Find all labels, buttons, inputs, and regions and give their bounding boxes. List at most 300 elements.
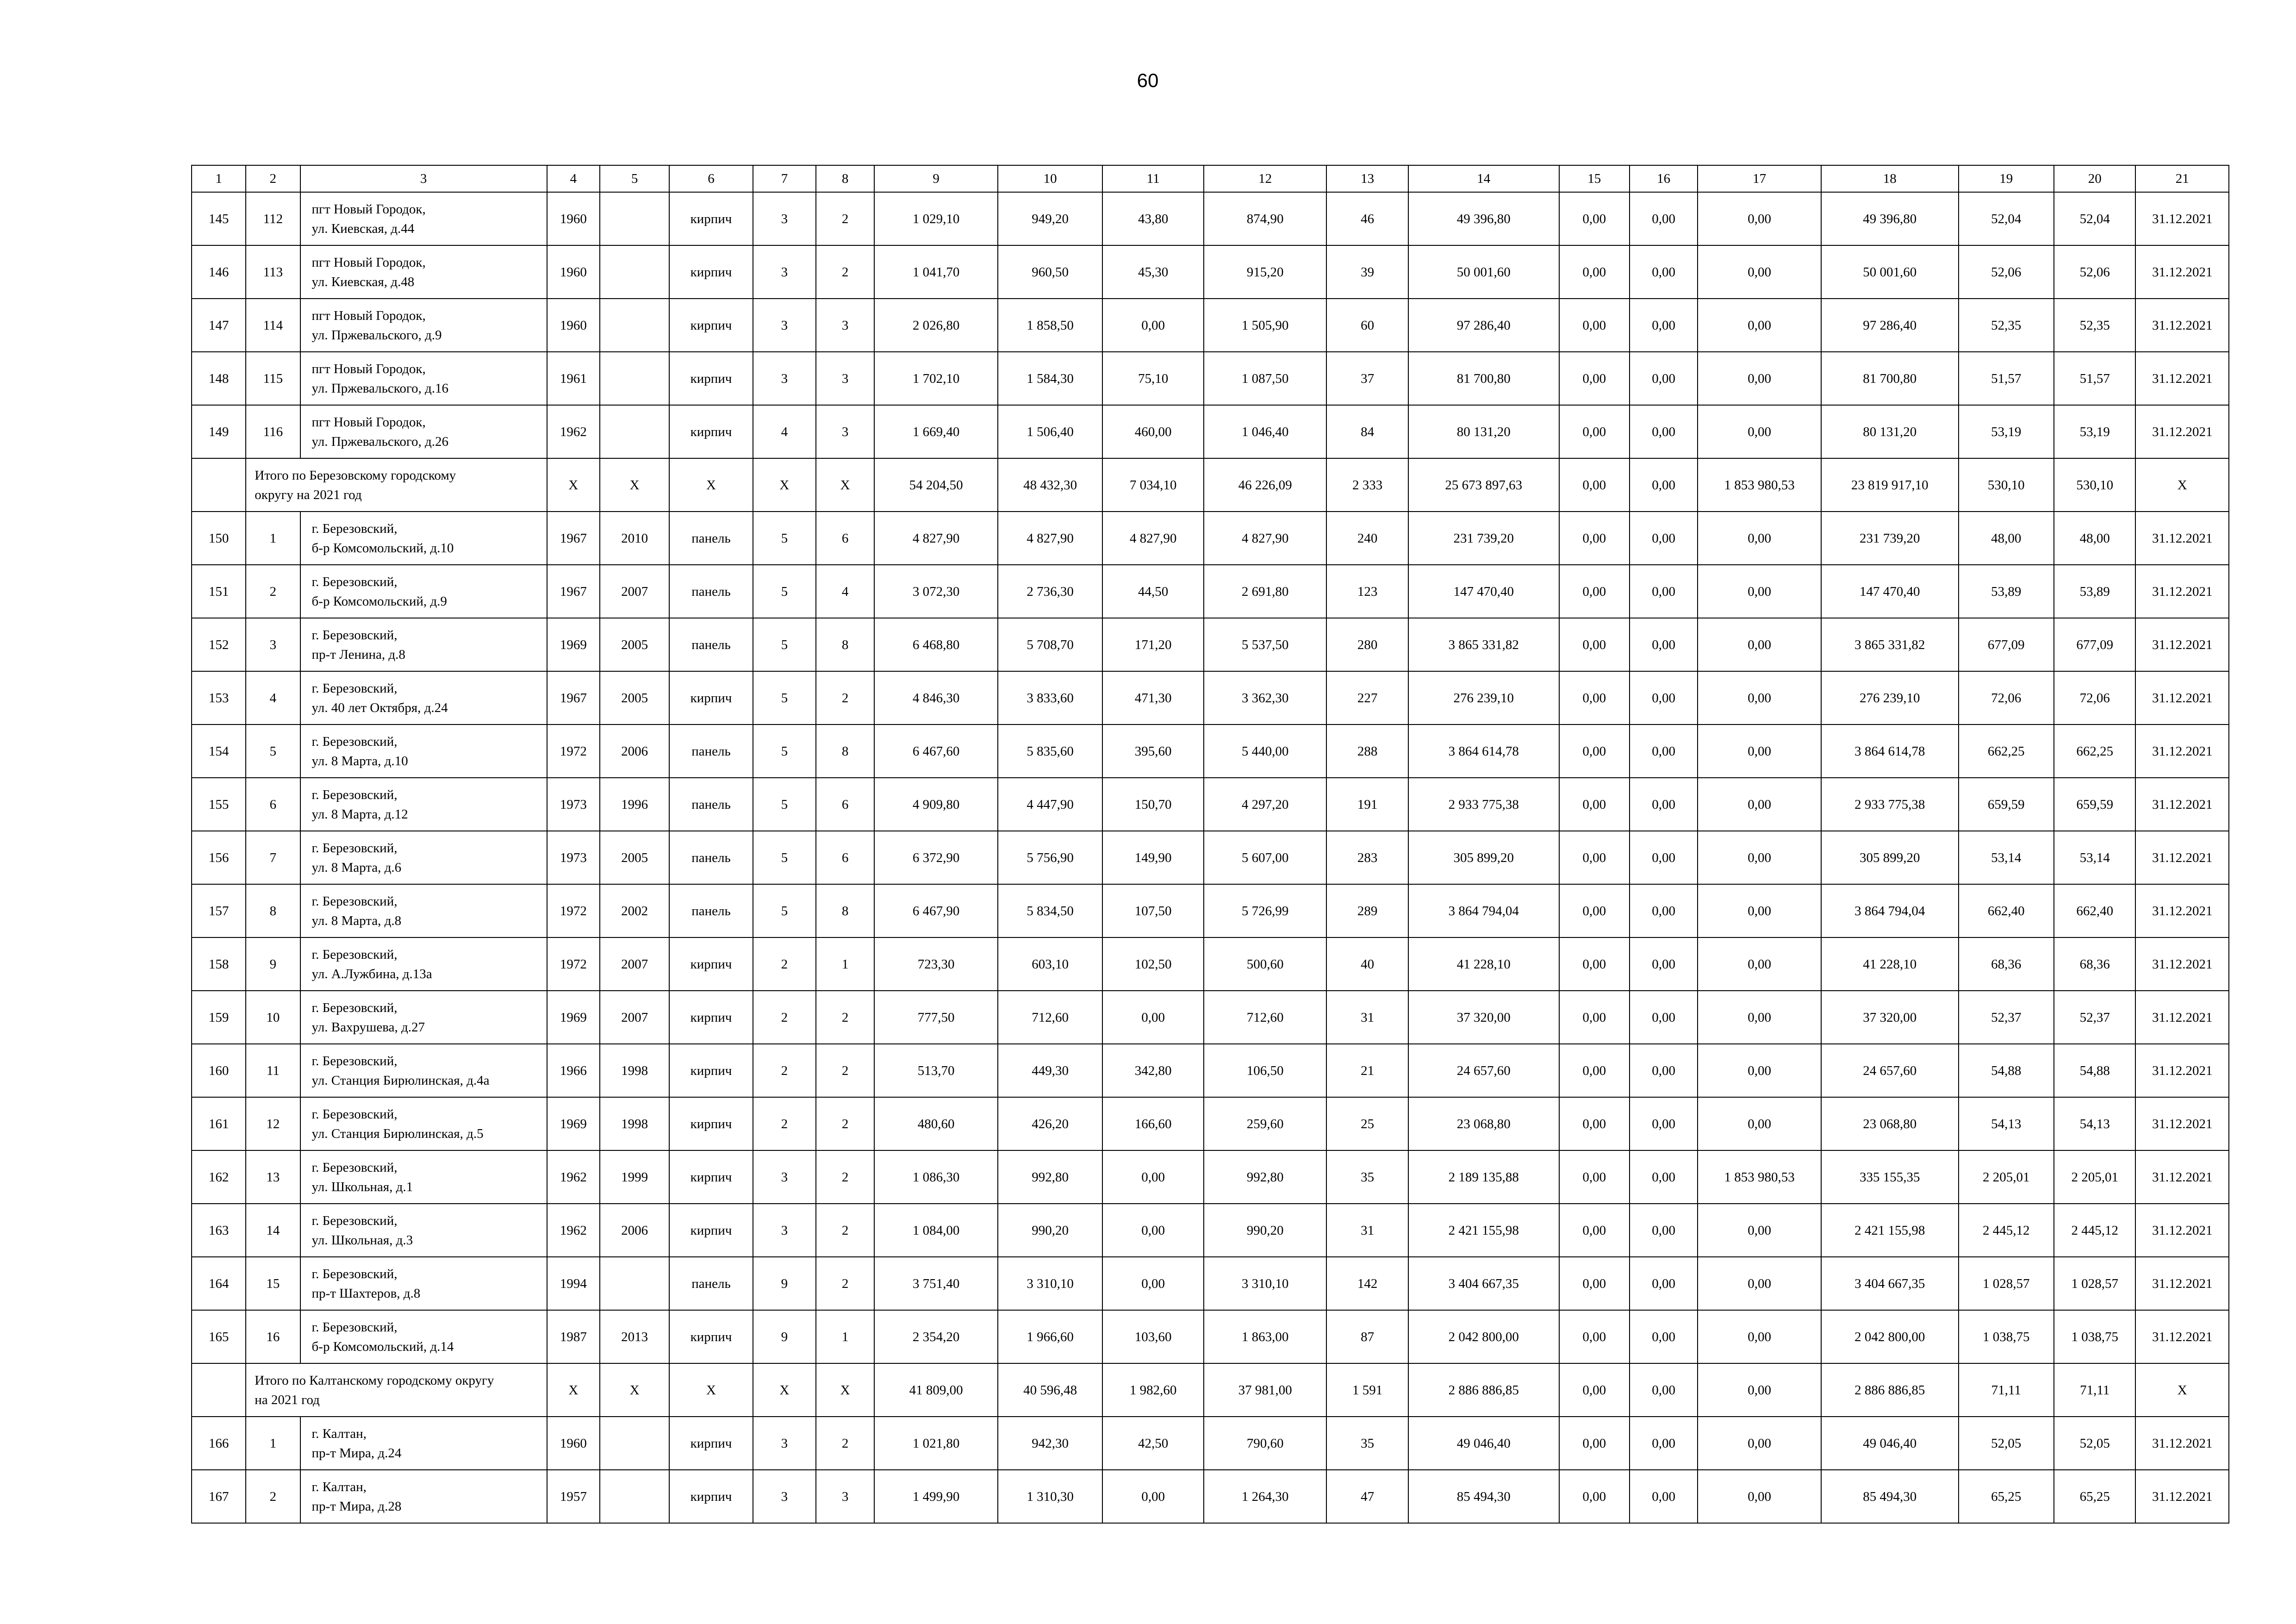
- address-cell-line: г. Березовский,: [311, 1319, 398, 1335]
- value-cell: 2013: [600, 1310, 669, 1363]
- address-cell-line: г. Березовский,: [311, 1053, 398, 1068]
- value-cell: 72,06: [1959, 671, 2054, 725]
- value-cell: 171,20: [1102, 618, 1203, 671]
- column-number-cell: 16: [1630, 165, 1698, 192]
- value-cell: 426,20: [998, 1097, 1103, 1150]
- value-cell: 0,00: [1102, 1257, 1203, 1310]
- value-cell: 2 421 155,98: [1408, 1204, 1559, 1257]
- value-cell: 25 673 897,63: [1408, 458, 1559, 512]
- value-cell: панель: [669, 565, 753, 618]
- value-cell: 5: [753, 565, 816, 618]
- table-row: [192, 245, 2229, 299]
- value-cell: 0,00: [1559, 458, 1630, 512]
- value-cell: 777,50: [874, 991, 998, 1044]
- value-cell: кирпич: [669, 245, 753, 299]
- local-number-cell: 7: [246, 831, 300, 884]
- value-cell: 1 038,75: [2054, 1310, 2135, 1363]
- value-cell: 3: [753, 352, 816, 405]
- value-cell: 0,00: [1698, 1363, 1821, 1417]
- value-cell: 0,00: [1698, 1310, 1821, 1363]
- value-cell: [600, 192, 669, 245]
- value-cell: 2: [816, 991, 874, 1044]
- value-cell: 1 041,70: [874, 245, 998, 299]
- value-cell: 1 853 980,53: [1698, 458, 1821, 512]
- address-cell-line: ул. 8 Марта, д.6: [311, 860, 402, 875]
- value-cell: 1999: [600, 1150, 669, 1204]
- value-cell: 6 372,90: [874, 831, 998, 884]
- value-cell: 0,00: [1102, 1150, 1203, 1204]
- value-cell: 0,00: [1630, 937, 1698, 991]
- column-number-cell: 17: [1698, 165, 1821, 192]
- value-cell: 471,30: [1102, 671, 1203, 725]
- value-cell: 0,00: [1102, 1470, 1203, 1523]
- value-cell: кирпич: [669, 1097, 753, 1150]
- value-cell: 0,00: [1698, 1204, 1821, 1257]
- value-cell: 5 440,00: [1204, 725, 1327, 778]
- column-number-row: [192, 165, 2229, 192]
- address-cell: [300, 1097, 547, 1150]
- value-cell: 0,00: [1630, 831, 1698, 884]
- value-cell: 54 204,50: [874, 458, 998, 512]
- value-cell: 0,00: [1559, 1417, 1630, 1470]
- value-cell: 231 739,20: [1821, 512, 1959, 565]
- subtotal-label-line: на 2021 год: [255, 1392, 320, 1407]
- value-cell: 0,00: [1698, 671, 1821, 725]
- address-cell-line: г. Березовский,: [311, 1160, 398, 1175]
- address-cell-line: пгт Новый Городок,: [311, 201, 426, 217]
- address-cell-line: ул. Школьная, д.3: [311, 1232, 413, 1248]
- column-number-cell: 4: [547, 165, 600, 192]
- column-number-cell: 13: [1326, 165, 1408, 192]
- local-number-cell: 14: [246, 1204, 300, 1257]
- value-cell: 0,00: [1630, 778, 1698, 831]
- value-cell: 2: [816, 1417, 874, 1470]
- value-cell: 1998: [600, 1044, 669, 1097]
- address-cell: [300, 512, 547, 565]
- value-cell: 2 691,80: [1204, 565, 1327, 618]
- subtotal-label: [246, 1363, 547, 1417]
- value-cell: 2 026,80: [874, 299, 998, 352]
- value-cell: 0,00: [1630, 671, 1698, 725]
- value-cell: 3: [816, 405, 874, 458]
- value-cell: 1960: [547, 192, 600, 245]
- value-cell: 1 264,30: [1204, 1470, 1327, 1523]
- value-cell: 3 072,30: [874, 565, 998, 618]
- table-row: [192, 1257, 2229, 1310]
- value-cell: 0,00: [1630, 192, 1698, 245]
- address-cell: [300, 1044, 547, 1097]
- address-cell-line: г. Березовский,: [311, 574, 398, 589]
- value-cell: 530,10: [1959, 458, 2054, 512]
- value-cell: 949,20: [998, 192, 1103, 245]
- value-cell: 259,60: [1204, 1097, 1327, 1150]
- address-cell: [300, 1417, 547, 1470]
- value-cell: 1 310,30: [998, 1470, 1103, 1523]
- value-cell: 51,57: [2054, 352, 2135, 405]
- value-cell: 41 228,10: [1408, 937, 1559, 991]
- value-cell: 0,00: [1698, 778, 1821, 831]
- value-cell: 41 228,10: [1821, 937, 1959, 991]
- value-cell: 2: [753, 937, 816, 991]
- address-cell: [300, 1310, 547, 1363]
- value-cell: кирпич: [669, 991, 753, 1044]
- value-cell: 2: [816, 1204, 874, 1257]
- value-cell: 107,50: [1102, 884, 1203, 937]
- value-cell: 45,30: [1102, 245, 1203, 299]
- value-cell: 231 739,20: [1408, 512, 1559, 565]
- address-cell-line: г. Березовский,: [311, 947, 398, 962]
- value-cell: 106,50: [1204, 1044, 1327, 1097]
- value-cell: 677,09: [1959, 618, 2054, 671]
- value-cell: 1 038,75: [1959, 1310, 2054, 1363]
- address-cell-line: г. Березовский,: [311, 1213, 398, 1228]
- value-cell: 289: [1326, 884, 1408, 937]
- value-cell: 50 001,60: [1821, 245, 1959, 299]
- value-cell: 0,00: [1698, 405, 1821, 458]
- value-cell: 53,14: [1959, 831, 2054, 884]
- value-cell: 0,00: [1630, 1204, 1698, 1257]
- table-row: [192, 618, 2229, 671]
- value-cell: 0,00: [1630, 618, 1698, 671]
- value-cell: 0,00: [1559, 1044, 1630, 1097]
- value-cell: 52,05: [2054, 1417, 2135, 1470]
- value-cell: 662,40: [2054, 884, 2135, 937]
- value-cell: 2: [816, 245, 874, 299]
- table-row: [192, 725, 2229, 778]
- value-cell: 0,00: [1102, 991, 1203, 1044]
- value-cell: 41 809,00: [874, 1363, 998, 1417]
- row-number-cell: 167: [192, 1470, 246, 1523]
- value-cell: кирпич: [669, 1044, 753, 1097]
- value-cell: 1973: [547, 778, 600, 831]
- local-number-cell: 114: [246, 299, 300, 352]
- value-cell: 31.12.2021: [2135, 884, 2229, 937]
- value-cell: 3 865 331,82: [1408, 618, 1559, 671]
- subtotal-label-line: округу на 2021 год: [255, 487, 362, 502]
- value-cell: 49 046,40: [1408, 1417, 1559, 1470]
- address-cell: [300, 671, 547, 725]
- subtotal-label: [246, 458, 547, 512]
- value-cell: 103,60: [1102, 1310, 1203, 1363]
- value-cell: 0,00: [1559, 1150, 1630, 1204]
- value-cell: 5: [753, 778, 816, 831]
- value-cell: 1967: [547, 512, 600, 565]
- address-cell-line: г. Березовский,: [311, 681, 398, 696]
- value-cell: 1957: [547, 1470, 600, 1523]
- value-cell: 1 858,50: [998, 299, 1103, 352]
- value-cell: 54,13: [2054, 1097, 2135, 1150]
- value-cell: панель: [669, 618, 753, 671]
- value-cell: 1994: [547, 1257, 600, 1310]
- value-cell: 460,00: [1102, 405, 1203, 458]
- value-cell: 0,00: [1698, 1470, 1821, 1523]
- value-cell: 1 046,40: [1204, 405, 1327, 458]
- value-cell: 2 205,01: [2054, 1150, 2135, 1204]
- value-cell: 2 421 155,98: [1821, 1204, 1959, 1257]
- address-cell: [300, 991, 547, 1044]
- value-cell: 75,10: [1102, 352, 1203, 405]
- value-cell: 150,70: [1102, 778, 1203, 831]
- value-cell: 0,00: [1630, 405, 1698, 458]
- value-cell: 31.12.2021: [2135, 618, 2229, 671]
- value-cell: 0,00: [1698, 1044, 1821, 1097]
- value-cell: 65,25: [1959, 1470, 2054, 1523]
- value-cell: X: [547, 458, 600, 512]
- column-number-cell: 1: [192, 165, 246, 192]
- address-cell-line: г. Березовский,: [311, 1000, 398, 1015]
- value-cell: 0,00: [1630, 1470, 1698, 1523]
- value-cell: 37 320,00: [1408, 991, 1559, 1044]
- value-cell: 3: [816, 299, 874, 352]
- value-cell: 142: [1326, 1257, 1408, 1310]
- value-cell: 1962: [547, 1204, 600, 1257]
- value-cell: 0,00: [1698, 512, 1821, 565]
- value-cell: 276 239,10: [1408, 671, 1559, 725]
- value-cell: X: [547, 1363, 600, 1417]
- value-cell: 0,00: [1698, 831, 1821, 884]
- value-cell: 1 982,60: [1102, 1363, 1203, 1417]
- local-number-cell: 2: [246, 565, 300, 618]
- value-cell: 990,20: [998, 1204, 1103, 1257]
- value-cell: 147 470,40: [1821, 565, 1959, 618]
- value-cell: 915,20: [1204, 245, 1327, 299]
- value-cell: 0,00: [1698, 1257, 1821, 1310]
- value-cell: 2: [753, 1097, 816, 1150]
- column-number-cell: 12: [1204, 165, 1327, 192]
- value-cell: панель: [669, 778, 753, 831]
- local-number-cell: 12: [246, 1097, 300, 1150]
- value-cell: 0,00: [1630, 991, 1698, 1044]
- table-row: [192, 1470, 2229, 1523]
- value-cell: 1998: [600, 1097, 669, 1150]
- local-number-cell: 13: [246, 1150, 300, 1204]
- value-cell: 37 320,00: [1821, 991, 1959, 1044]
- row-number-cell: 162: [192, 1150, 246, 1204]
- value-cell: 31.12.2021: [2135, 512, 2229, 565]
- value-cell: 2 354,20: [874, 1310, 998, 1363]
- table-row: [192, 937, 2229, 991]
- value-cell: 1 086,30: [874, 1150, 998, 1204]
- value-cell: 1969: [547, 618, 600, 671]
- value-cell: 31.12.2021: [2135, 937, 2229, 991]
- value-cell: кирпич: [669, 671, 753, 725]
- value-cell: 31.12.2021: [2135, 831, 2229, 884]
- value-cell: 24 657,60: [1821, 1044, 1959, 1097]
- column-number-cell: 18: [1821, 165, 1959, 192]
- address-cell-line: г. Калтан,: [311, 1426, 367, 1441]
- value-cell: 960,50: [998, 245, 1103, 299]
- value-cell: 0,00: [1630, 245, 1698, 299]
- value-cell: [600, 245, 669, 299]
- row-number-cell: 161: [192, 1097, 246, 1150]
- address-cell-line: пр-т Мира, д.24: [311, 1445, 402, 1461]
- value-cell: 5 756,90: [998, 831, 1103, 884]
- value-cell: 677,09: [2054, 618, 2135, 671]
- row-number-cell: 152: [192, 618, 246, 671]
- value-cell: 5: [753, 884, 816, 937]
- table-row: [192, 352, 2229, 405]
- value-cell: 0,00: [1559, 937, 1630, 991]
- value-cell: 659,59: [2054, 778, 2135, 831]
- address-cell: [300, 1470, 547, 1523]
- table-row: [192, 1150, 2229, 1204]
- value-cell: 80 131,20: [1408, 405, 1559, 458]
- value-cell: 31.12.2021: [2135, 1097, 2229, 1150]
- value-cell: 3: [753, 1417, 816, 1470]
- value-cell: 3: [753, 245, 816, 299]
- value-cell: 5: [753, 512, 816, 565]
- value-cell: 102,50: [1102, 937, 1203, 991]
- table-row: [192, 1044, 2229, 1097]
- value-cell: 0,00: [1630, 725, 1698, 778]
- value-cell: 305 899,20: [1821, 831, 1959, 884]
- value-cell: 39: [1326, 245, 1408, 299]
- value-cell: 97 286,40: [1408, 299, 1559, 352]
- value-cell: 52,35: [1959, 299, 2054, 352]
- value-cell: 0,00: [1559, 778, 1630, 831]
- value-cell: 0,00: [1559, 1470, 1630, 1523]
- value-cell: 52,04: [2054, 192, 2135, 245]
- value-cell: 0,00: [1698, 1417, 1821, 1470]
- value-cell: 0,00: [1698, 565, 1821, 618]
- local-number-cell: 5: [246, 725, 300, 778]
- value-cell: 1 966,60: [998, 1310, 1103, 1363]
- value-cell: 2 445,12: [1959, 1204, 2054, 1257]
- value-cell: 3: [753, 1204, 816, 1257]
- value-cell: 48,00: [2054, 512, 2135, 565]
- value-cell: 37 981,00: [1204, 1363, 1327, 1417]
- value-cell: 1969: [547, 991, 600, 1044]
- value-cell: 0,00: [1559, 1204, 1630, 1257]
- address-cell-line: ул. Станция Бирюлинская, д.4а: [311, 1073, 490, 1088]
- value-cell: 6 468,80: [874, 618, 998, 671]
- value-cell: 6: [816, 778, 874, 831]
- value-cell: 2: [816, 1044, 874, 1097]
- value-cell: 2 736,30: [998, 565, 1103, 618]
- value-cell: 2002: [600, 884, 669, 937]
- address-cell-line: г. Березовский,: [311, 521, 398, 536]
- value-cell: 0,00: [1559, 299, 1630, 352]
- address-cell-line: ул. 8 Марта, д.12: [311, 806, 408, 822]
- value-cell: 31.12.2021: [2135, 565, 2229, 618]
- value-cell: 874,90: [1204, 192, 1327, 245]
- value-cell: 52,35: [2054, 299, 2135, 352]
- local-number-cell: 113: [246, 245, 300, 299]
- value-cell: 5 708,70: [998, 618, 1103, 671]
- value-cell: X: [2135, 1363, 2229, 1417]
- value-cell: 1 591: [1326, 1363, 1408, 1417]
- local-number-cell: 15: [246, 1257, 300, 1310]
- value-cell: 0,00: [1698, 245, 1821, 299]
- table-row: [192, 831, 2229, 884]
- value-cell: X: [2135, 458, 2229, 512]
- address-cell: [300, 725, 547, 778]
- value-cell: 1 087,50: [1204, 352, 1327, 405]
- value-cell: 0,00: [1698, 352, 1821, 405]
- value-cell: 1 499,90: [874, 1470, 998, 1523]
- value-cell: 2010: [600, 512, 669, 565]
- value-cell: 2 933 775,38: [1408, 778, 1559, 831]
- value-cell: 3 310,10: [1204, 1257, 1327, 1310]
- table-row: [192, 1097, 2229, 1150]
- value-cell: 0,00: [1630, 458, 1698, 512]
- value-cell: 31: [1326, 991, 1408, 1044]
- address-cell: [300, 937, 547, 991]
- value-cell: 65,25: [2054, 1470, 2135, 1523]
- value-cell: кирпич: [669, 1470, 753, 1523]
- value-cell: 0,00: [1630, 1310, 1698, 1363]
- value-cell: 1 506,40: [998, 405, 1103, 458]
- value-cell: 2005: [600, 831, 669, 884]
- value-cell: панель: [669, 1257, 753, 1310]
- value-cell: X: [753, 458, 816, 512]
- value-cell: 44,50: [1102, 565, 1203, 618]
- value-cell: 395,60: [1102, 725, 1203, 778]
- value-cell: 53,19: [1959, 405, 2054, 458]
- value-cell: 0,00: [1559, 512, 1630, 565]
- value-cell: 942,30: [998, 1417, 1103, 1470]
- value-cell: 25: [1326, 1097, 1408, 1150]
- value-cell: 2007: [600, 991, 669, 1044]
- value-cell: 5: [753, 831, 816, 884]
- value-cell: 31.12.2021: [2135, 725, 2229, 778]
- value-cell: 1972: [547, 884, 600, 937]
- value-cell: 147 470,40: [1408, 565, 1559, 618]
- value-cell: 8: [816, 618, 874, 671]
- value-cell: 31.12.2021: [2135, 1470, 2229, 1523]
- value-cell: 530,10: [2054, 458, 2135, 512]
- value-cell: X: [669, 1363, 753, 1417]
- value-cell: 0,00: [1559, 831, 1630, 884]
- value-cell: 992,80: [1204, 1150, 1327, 1204]
- value-cell: 4: [816, 565, 874, 618]
- value-cell: 1960: [547, 1417, 600, 1470]
- local-number-cell: 112: [246, 192, 300, 245]
- table-row: [192, 1310, 2229, 1363]
- row-number-cell: 160: [192, 1044, 246, 1097]
- address-cell: [300, 1150, 547, 1204]
- address-cell: [300, 299, 547, 352]
- local-number-cell: 115: [246, 352, 300, 405]
- value-cell: 3 864 614,78: [1408, 725, 1559, 778]
- value-cell: 2 205,01: [1959, 1150, 2054, 1204]
- value-cell: 6: [816, 512, 874, 565]
- address-cell-line: ул. Пржевальского, д.26: [311, 434, 448, 449]
- table-row: [192, 991, 2229, 1044]
- value-cell: 31.12.2021: [2135, 192, 2229, 245]
- table-row: [192, 1417, 2229, 1470]
- value-cell: 1996: [600, 778, 669, 831]
- value-cell: кирпич: [669, 192, 753, 245]
- address-cell: [300, 352, 547, 405]
- value-cell: 8: [816, 884, 874, 937]
- local-number-cell: 4: [246, 671, 300, 725]
- value-cell: 2 333: [1326, 458, 1408, 512]
- subtotal-row: [192, 1363, 2229, 1417]
- address-cell: [300, 618, 547, 671]
- value-cell: 0,00: [1559, 565, 1630, 618]
- value-cell: 49 046,40: [1821, 1417, 1959, 1470]
- value-cell: 449,30: [998, 1044, 1103, 1097]
- subtotal-label-line: Итого по Березовскому городскому: [255, 468, 456, 483]
- value-cell: 7 034,10: [1102, 458, 1203, 512]
- value-cell: 4: [753, 405, 816, 458]
- address-cell-line: пгт Новый Городок,: [311, 361, 426, 376]
- table-row: [192, 405, 2229, 458]
- value-cell: 35: [1326, 1150, 1408, 1204]
- local-number-cell: 11: [246, 1044, 300, 1097]
- value-cell: 3: [816, 352, 874, 405]
